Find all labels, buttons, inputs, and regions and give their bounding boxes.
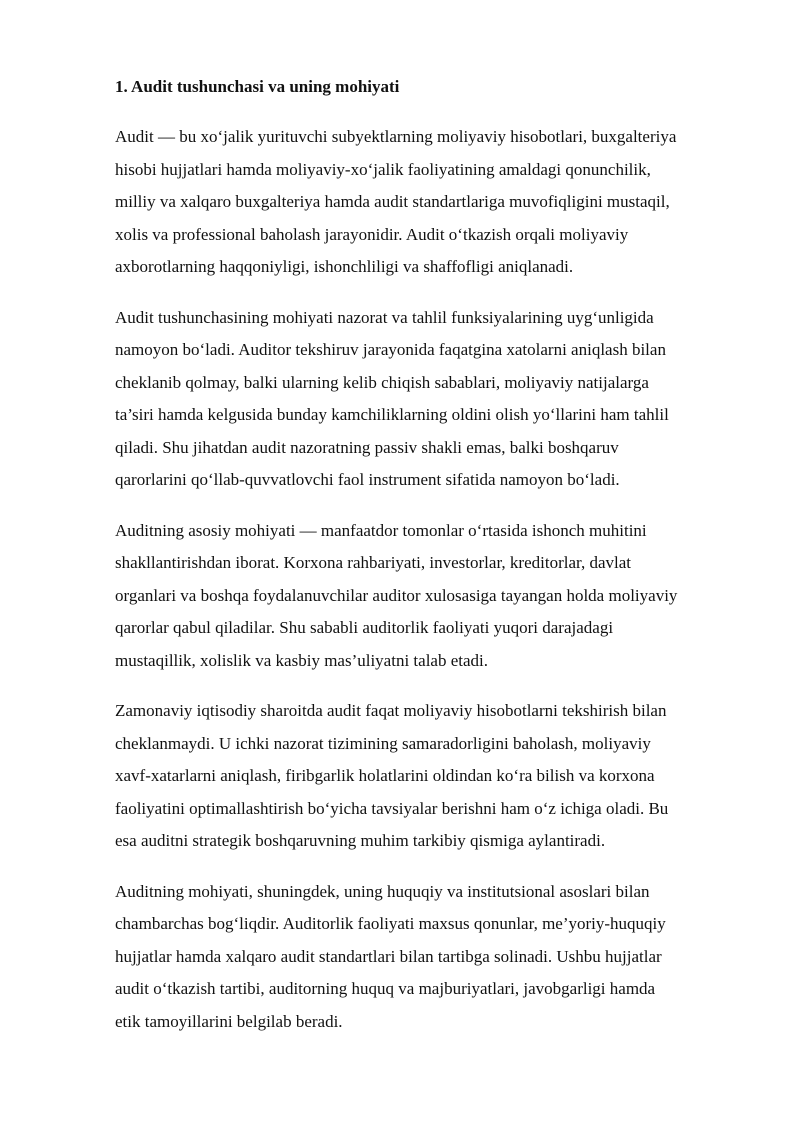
text-line: chambarchas bog‘liqdir. Auditorlik faoliyati maxsus qonunlar, me’yoriy-huquqiy — [115, 914, 666, 933]
text-line: cheklanmaydi. U ichki nazorat tizimining samaradorligini baholash, moliyaviy — [115, 733, 651, 753]
text-line: milliy va xalqaro buxgalteriya hamda audit standartlariga muvofiqligini mustaqil, — [115, 192, 670, 211]
text-line: Zamonaviy iqtisodiy sharoitda audit faqat moliyaviy hisobotlarni tekshirish bilan — [115, 701, 667, 720]
paragraph-5 — [115, 876, 745, 1039]
text-line: namoyon bo‘ladi. Auditor tekshiruv jarayonida faqatgina xatolarni aniqlash bilan — [115, 340, 666, 359]
text-line: cheklanib qolmay, balki ularning kelib chiqish sabablari, moliyaviy natijalarga — [115, 372, 649, 392]
text-line: etik tamoyillarini belgilab beradi. — [115, 1011, 343, 1031]
text-line: xavf-xatarlarni aniqlash, firibgarlik holatlarini oldindan ko‘ra bilish va korxona — [115, 766, 655, 785]
document-body — [115, 71, 745, 1056]
text-line: qiladi. Shu jihatdan audit nazoratning passiv shakli emas, balki boshqaruv — [115, 437, 619, 457]
paragraph-4 — [115, 695, 745, 858]
text-line: shakllantirishdan iborat. Korxona rahbariyati, investorlar, kreditorlar, davlat — [115, 553, 632, 572]
text-line: axborotlarning haqqoniyligi, ishonchliligi va shaffofligi aniqlanadi. — [115, 257, 574, 276]
text-line: hujjatlar hamda xalqaro audit standartlari bilan tartibga solinadi. Ushbu hujjatlar — [115, 946, 662, 966]
paragraph-1 — [115, 121, 745, 284]
text-line: qarorlarini qo‘llab-quvvatlovchi faol instrument sifatida namoyon bo‘ladi. — [115, 470, 620, 489]
text-line: hisobi hujjatlari hamda moliyaviy-xo‘jalik faoliyatining amaldagi qonunchilik, — [115, 159, 651, 179]
text-line: organlari va boshqa foydalanuvchilar auditor xulosasiga tayangan holda moliyaviy — [115, 585, 678, 605]
text-line: Auditning asosiy mohiyati — manfaatdor tomonlar o‘rtasida ishonch muhitini — [115, 520, 647, 540]
text-line: xolis va professional baholash jarayonidir. Audit o‘tkazish orqali moliyaviy — [115, 224, 629, 244]
text-line: ta’siri hamda kelgusida bunday kamchiliklarning oldini olish yo‘llarini ham tahlil — [115, 405, 669, 424]
paragraph-2 — [115, 302, 745, 497]
section-heading: 1. Audit tushunchasi va uning mohiyati — [115, 77, 400, 96]
text-line: Audit tushunchasining mohiyati nazorat va tahlil funksiyalarining uyg‘unligida — [115, 307, 654, 327]
text-line: mustaqillik, xolislik va kasbiy mas’uliyatni talab etadi. — [115, 650, 488, 670]
text-line: audit o‘tkazish tartibi, auditorning huquq va majburiyatlari, javobgarligi hamda — [115, 979, 656, 998]
text-line: Audit — bu xo‘jalik yurituvchi subyektlarning moliyaviy hisobotlari, buxgalteriya — [115, 127, 677, 146]
text-line: Auditning mohiyati, shuningdek, uning huquqiy va institutsional asoslari bilan — [115, 881, 650, 901]
text-line: faoliyatini optimallashtirish bo‘yicha tavsiyalar berishni ham o‘z ichiga oladi. Bu — [115, 798, 669, 818]
text-line: qarorlar qabul qiladilar. Shu sababli auditorlik faoliyati yuqori darajadagi — [115, 618, 614, 637]
paragraph-3 — [115, 515, 745, 678]
text-line: esa auditni strategik boshqaruvning muhim tarkibiy qismiga aylantiradi. — [115, 831, 606, 850]
